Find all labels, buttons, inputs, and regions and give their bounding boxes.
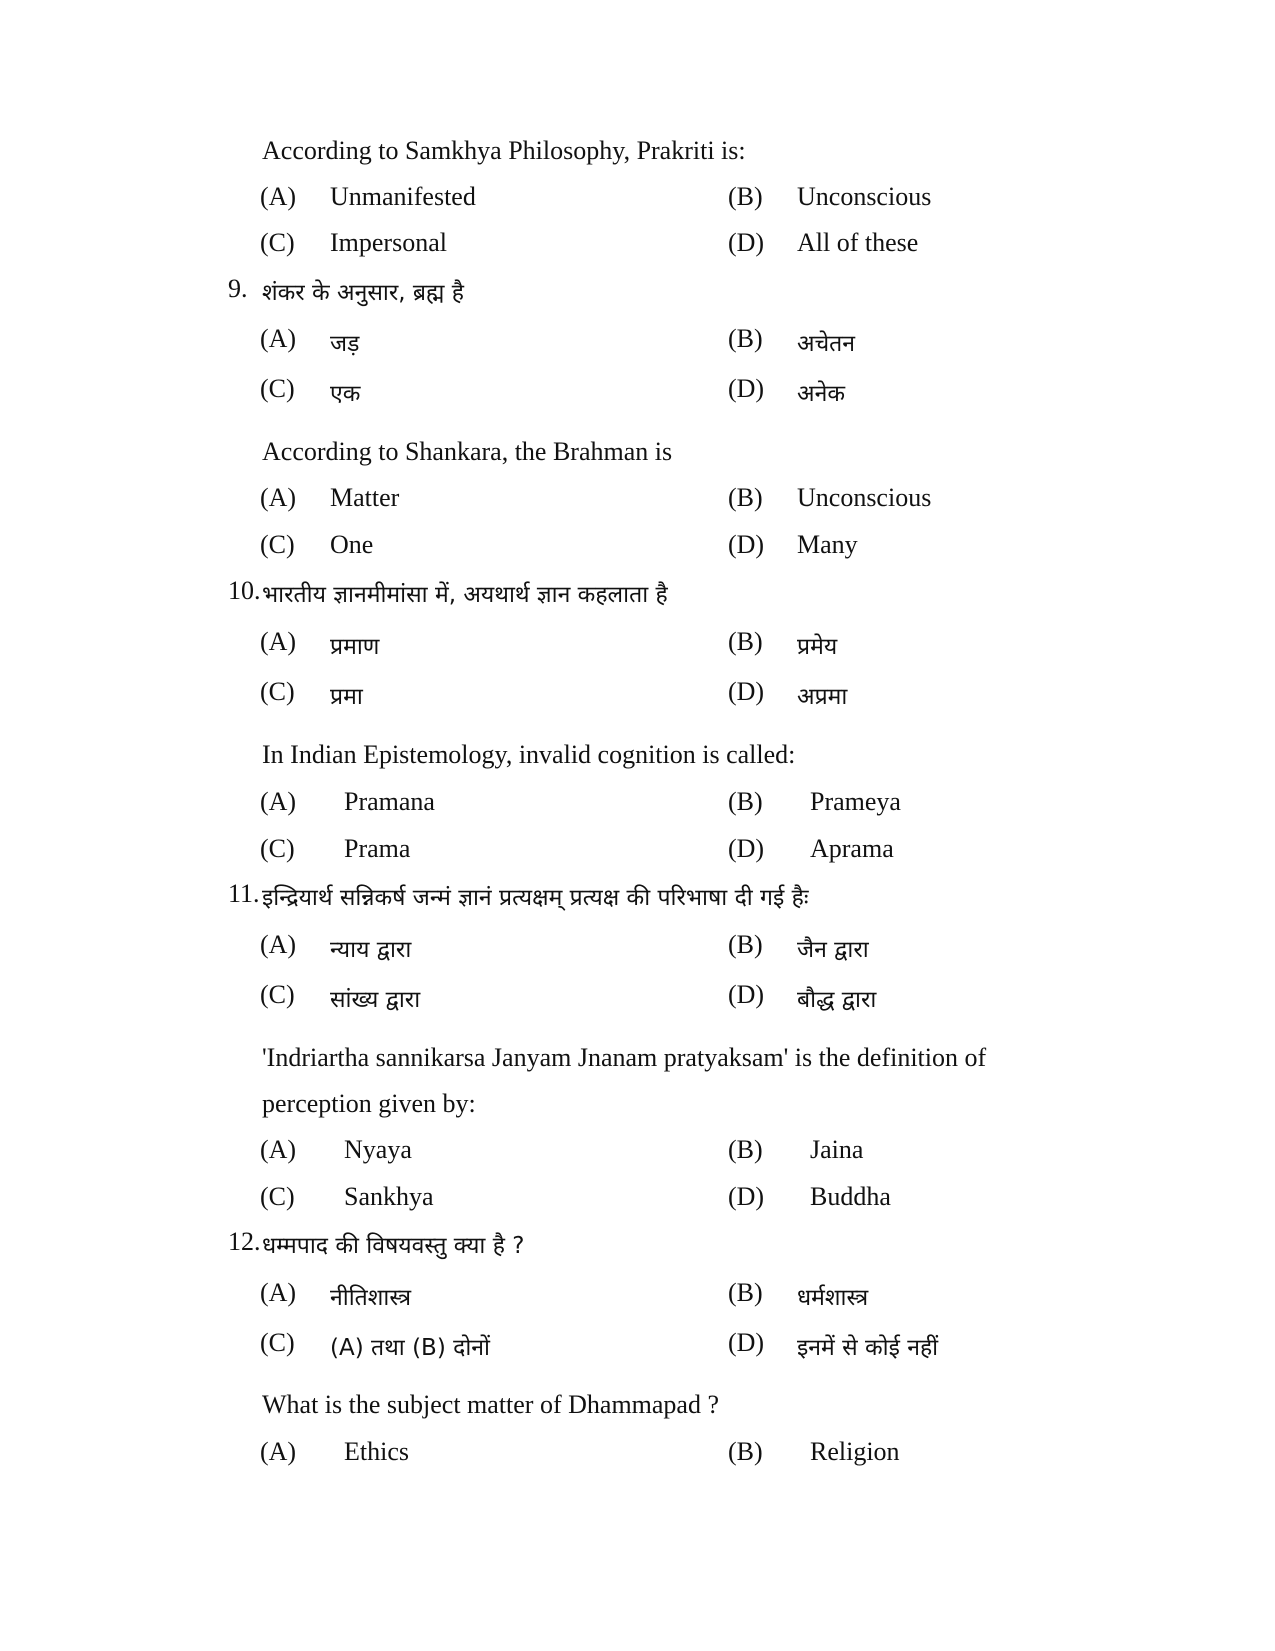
q9-hindi-option-b: अचेतन <box>797 331 856 357</box>
question-11-english-stem-line-1: 'Indriartha sannikarsa Janyam Jnanam pratyaksam' is the definition of <box>262 1043 987 1072</box>
option-label-c: (C) <box>260 834 295 863</box>
option-label-a: (A) <box>260 1135 297 1164</box>
option-label-d: (D) <box>728 228 765 257</box>
q9-hindi-option-d: अनेक <box>797 381 846 407</box>
option-label-c: (C) <box>260 530 295 559</box>
option-label-c: (C) <box>260 980 295 1009</box>
question-12-number: 12. <box>228 1227 261 1256</box>
option-label-b: (B) <box>728 627 763 656</box>
q8-option-b: Unconscious <box>797 182 932 211</box>
option-label-d: (D) <box>728 1328 765 1357</box>
option-label-c: (C) <box>260 374 295 403</box>
question-10-hindi-stem: भारतीय ज्ञानमीमांसा में, अयथार्थ ज्ञान कहलाता है <box>262 582 668 608</box>
option-label-a: (A) <box>260 483 297 512</box>
q12-hindi-option-c: (A) तथा (B) दोनों <box>330 1335 490 1361</box>
question-11-number: 11. <box>228 879 260 908</box>
option-label-d: (D) <box>728 374 765 403</box>
question-12-hindi-stem: धम्मपाद की विषयवस्तु क्या है ? <box>262 1233 525 1259</box>
q8-option-a: Unmanifested <box>330 182 476 211</box>
option-label-d: (D) <box>728 530 765 559</box>
q10-option-a: Pramana <box>344 787 435 816</box>
option-label-b: (B) <box>728 1278 763 1307</box>
q11-hindi-option-c: सांख्य द्वारा <box>330 987 421 1013</box>
option-label-a: (A) <box>260 182 297 211</box>
option-label-b: (B) <box>728 930 763 959</box>
q10-option-b: Prameya <box>810 787 901 816</box>
option-label-b: (B) <box>728 787 763 816</box>
q11-option-d: Buddha <box>810 1182 891 1211</box>
q9-option-a: Matter <box>330 483 400 512</box>
option-label-d: (D) <box>728 980 765 1009</box>
q12-hindi-option-b: धर्मशास्त्र <box>797 1285 869 1311</box>
q10-option-c: Prama <box>344 834 411 863</box>
q9-hindi-option-c: एक <box>330 381 361 407</box>
q12-hindi-option-a: नीतिशास्त्र <box>330 1285 412 1311</box>
question-12-english-stem: What is the subject matter of Dhammapad ? <box>262 1390 720 1419</box>
question-11-english-stem-line-2: perception given by: <box>262 1089 476 1118</box>
q10-hindi-option-b: प्रमेय <box>797 634 838 660</box>
question-9-english-stem: According to Shankara, the Brahman is <box>262 437 673 466</box>
option-label-a: (A) <box>260 930 297 959</box>
question-9-number: 9. <box>228 274 248 303</box>
option-label-d: (D) <box>728 677 765 706</box>
q8-option-d: All of these <box>797 228 919 257</box>
question-9-hindi-stem: शंकर के अनुसार, ब्रह्म है <box>262 280 464 306</box>
option-label-b: (B) <box>728 182 763 211</box>
question-8-english-stem: According to Samkhya Philosophy, Prakriti is: <box>262 136 746 165</box>
q11-option-a: Nyaya <box>344 1135 412 1164</box>
q10-option-d: Aprama <box>810 834 894 863</box>
option-label-b: (B) <box>728 1437 763 1466</box>
question-10-number: 10. <box>228 576 261 605</box>
q11-option-c: Sankhya <box>344 1182 434 1211</box>
option-label-c: (C) <box>260 228 295 257</box>
option-label-b: (B) <box>728 483 763 512</box>
q9-option-d: Many <box>797 530 858 559</box>
option-label-d: (D) <box>728 1182 765 1211</box>
q11-option-b: Jaina <box>810 1135 864 1164</box>
option-label-b: (B) <box>728 324 763 353</box>
option-label-a: (A) <box>260 324 297 353</box>
question-10-english-stem: In Indian Epistemology, invalid cognition is called: <box>262 740 796 769</box>
option-label-b: (B) <box>728 1135 763 1164</box>
q9-hindi-option-a: जड़ <box>330 331 360 357</box>
q10-hindi-option-d: अप्रमा <box>797 684 848 710</box>
option-label-c: (C) <box>260 1182 295 1211</box>
q9-option-c: One <box>330 530 374 559</box>
q11-hindi-option-d: बौद्ध द्वारा <box>797 987 877 1013</box>
q12-option-b: Religion <box>810 1437 900 1466</box>
option-label-a: (A) <box>260 1437 297 1466</box>
q12-hindi-option-d: इनमें से कोई नहीं <box>797 1335 939 1361</box>
option-label-a: (A) <box>260 627 297 656</box>
q12-option-a: Ethics <box>344 1437 409 1466</box>
q11-hindi-option-b: जैन द्वारा <box>797 937 869 963</box>
option-label-c: (C) <box>260 1328 295 1357</box>
option-label-d: (D) <box>728 834 765 863</box>
q9-option-b: Unconscious <box>797 483 932 512</box>
q10-hindi-option-a: प्रमाण <box>330 634 380 660</box>
q8-option-c: Impersonal <box>330 228 447 257</box>
option-label-c: (C) <box>260 677 295 706</box>
question-11-hindi-stem: इन्द्रियार्थ सन्निकर्ष जन्मं ज्ञानं प्रत्यक्षम् प्रत्यक्ष की परिभाषा दी गई हैः <box>262 885 809 911</box>
q10-hindi-option-c: प्रमा <box>330 684 363 710</box>
option-label-a: (A) <box>260 787 297 816</box>
option-label-a: (A) <box>260 1278 297 1307</box>
q11-hindi-option-a: न्याय द्वारा <box>330 937 412 963</box>
